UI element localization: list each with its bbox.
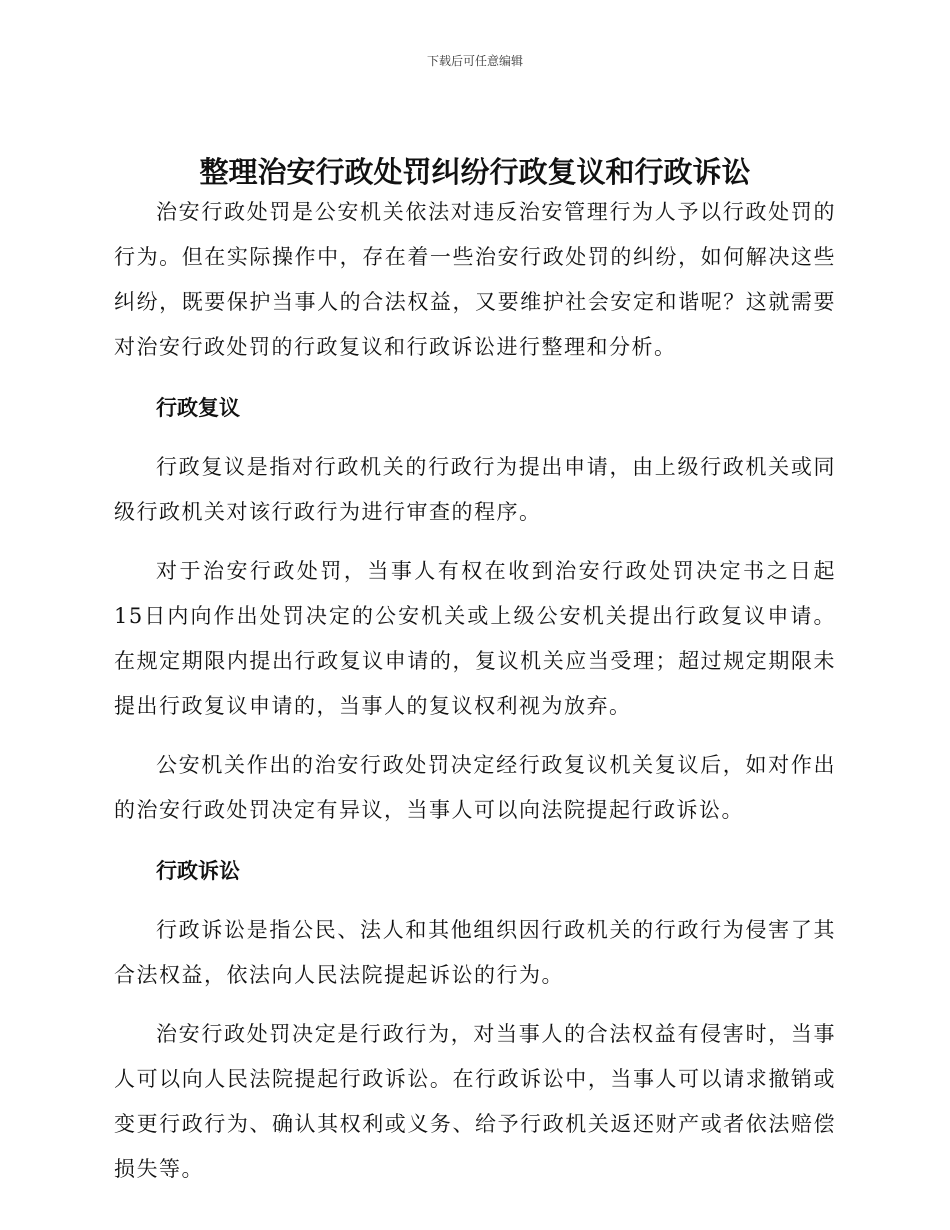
header-note: 下载后可任意编辑: [426, 54, 523, 68]
litigation-paragraph-2: 治安行政处罚决定是行政行为，对当事人的合法权益有侵害时，当事人可以向人民法院提起行政诉讼。在行政诉讼中，当事人可以请求撤销或变更行政行为、确认其权利或义务、给予行政机关返还财产或者依法赔偿损失等。: [114, 1022, 836, 1181]
section-heading-administrative-review: 行政复议: [156, 396, 240, 420]
document-title: 整理治安行政处罚纠纷行政复议和行政诉讼: [199, 155, 751, 189]
review-paragraph-2: 对于治安行政处罚，当事人有权在收到治安行政处罚决定书之日起15日内向作出处罚决定的公安机关或上级公安机关提出行政复议申请。在规定期限内提出行政复议申请的，复议机关应当受理；超过规定期限未提出行政复议申请的，当事人的复议权利视为放弃。: [114, 559, 836, 718]
section-heading-administrative-litigation: 行政诉讼: [156, 859, 240, 883]
intro-paragraph: 治安行政处罚是公安机关依法对违反治安管理行为人予以行政处罚的行为。但在实际操作中，存在着一些治安行政处罚的纠纷，如何解决这些纠纷，既要保护当事人的合法权益，又要维护社会安定和谐呢？这就需要对治安行政处罚的行政复议和行政诉讼进行整理和分析。: [114, 200, 836, 359]
document-body: [114, 190, 836, 1192]
litigation-paragraph-1: 行政诉讼是指公民、法人和其他组织因行政机关的行政行为侵害了其合法权益，依法向人民法院提起诉讼的行为。: [114, 918, 836, 987]
review-paragraph-1: 行政复议是指对行政机关的行政行为提出申请，由上级行政机关或同级行政机关对该行政行为进行审查的程序。: [114, 455, 836, 524]
review-paragraph-3: 公安机关作出的治安行政处罚决定经行政复议机关复议后，如对作出的治安行政处罚决定有异议，当事人可以向法院提起行政诉讼。: [114, 753, 836, 822]
